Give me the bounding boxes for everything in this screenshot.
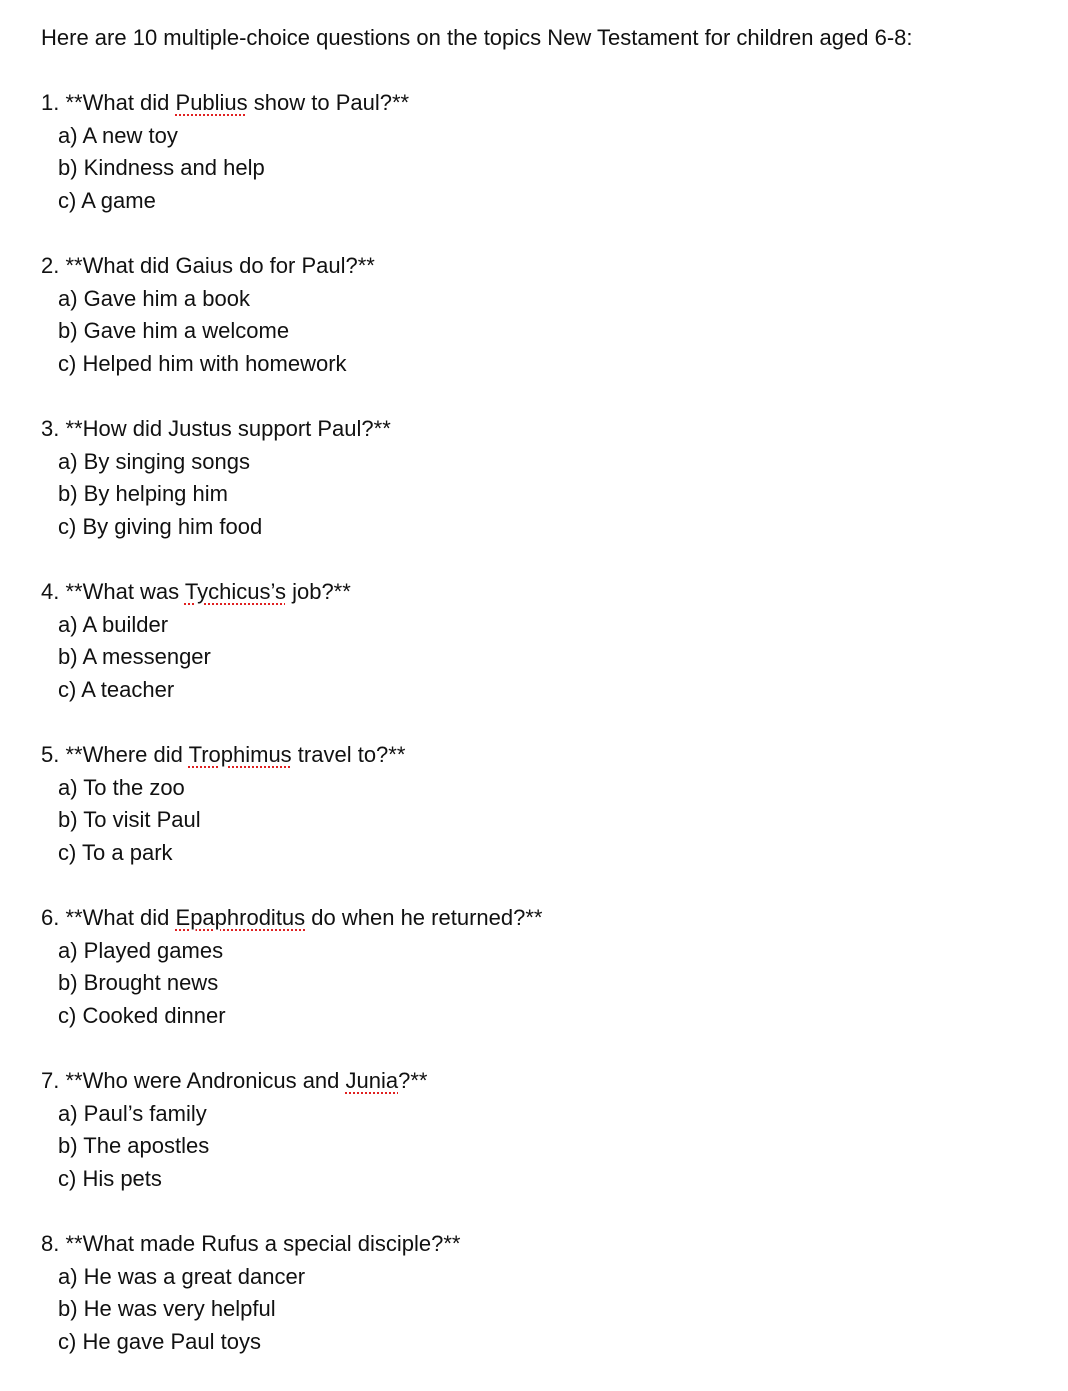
question-8 <box>41 1228 1041 1358</box>
spellcheck-flagged-word[interactable]: Trophimus <box>188 742 292 768</box>
answer-option: b) A messenger <box>58 644 211 670</box>
answer-option: b) The apostles <box>58 1133 210 1159</box>
answer-options <box>41 1261 1041 1359</box>
answer-option: b) To visit Paul <box>58 807 201 833</box>
answer-option: c) Cooked dinner <box>58 1002 226 1028</box>
answer-options <box>41 609 1041 707</box>
answer-option: a) Paul’s family <box>58 1100 207 1126</box>
question-6 <box>41 902 1041 1032</box>
answer-option: a) Gave him a book <box>58 285 250 311</box>
question-title <box>41 413 1041 446</box>
question-text: do when he returned?** <box>305 905 543 931</box>
question-title <box>41 902 1041 935</box>
answer-option: a) To the zoo <box>58 774 185 800</box>
answer-option: c) A teacher <box>58 676 175 702</box>
answer-option: b) Gave him a welcome <box>58 318 290 344</box>
question-title <box>41 87 1041 120</box>
question-text: travel to?** <box>291 742 406 768</box>
question-text: show to Paul?** <box>247 90 410 116</box>
answer-option: a) A builder <box>58 611 169 637</box>
answer-option: c) His pets <box>58 1165 162 1191</box>
answer-options <box>41 772 1041 870</box>
answer-option: c) By giving him food <box>58 513 263 539</box>
question-text: 3. **How did Justus support Paul?** <box>41 416 391 442</box>
intro-paragraph: Here are 10 multiple-choice questions on the topics New Testament for children aged 6-8: <box>41 25 913 50</box>
answer-option: b) Brought news <box>58 970 219 996</box>
question-4 <box>41 576 1041 706</box>
question-2 <box>41 250 1041 380</box>
spellcheck-flagged-word[interactable]: Epaphroditus <box>175 905 306 931</box>
answer-options <box>41 283 1041 381</box>
answer-options <box>41 446 1041 544</box>
question-text: 7. **Who were Andronicus and <box>41 1068 346 1093</box>
answer-option: c) A game <box>58 187 156 213</box>
answer-option: c) To a park <box>58 839 173 865</box>
question-title <box>41 250 1041 283</box>
question-text: 5. **Where did <box>41 742 189 768</box>
question-5 <box>41 739 1041 869</box>
answer-option: a) By singing songs <box>58 448 250 474</box>
question-3 <box>41 413 1041 543</box>
question-1 <box>41 87 1041 217</box>
question-text: 6. **What did <box>41 905 176 931</box>
answer-option: a) Played games <box>58 937 224 963</box>
question-text: 8. **What made Rufus a special disciple?** <box>41 1230 461 1256</box>
document-body <box>41 22 1041 1391</box>
question-text: ?** <box>398 1068 428 1093</box>
question-title <box>41 576 1041 609</box>
question-text: job?** <box>285 579 351 605</box>
question-title <box>41 1065 1041 1098</box>
spellcheck-flagged-word[interactable]: Tychicus’s <box>184 579 286 605</box>
answer-options <box>41 1098 1041 1196</box>
spellcheck-flagged-word[interactable]: Junia <box>345 1068 399 1093</box>
answer-option: b) He was very helpful <box>58 1296 276 1322</box>
answer-option: c) He gave Paul toys <box>58 1328 261 1354</box>
answer-options <box>41 935 1041 1033</box>
question-text: 2. **What did Gaius do for Paul?** <box>41 253 375 279</box>
question-text: 4. **What was <box>41 579 185 605</box>
answer-option: c) Helped him with homework <box>58 350 347 376</box>
answer-option: b) By helping him <box>58 481 228 507</box>
question-text: 1. **What did <box>41 90 176 116</box>
answer-option: b) Kindness and help <box>58 155 265 181</box>
question-title <box>41 739 1041 772</box>
spellcheck-flagged-word[interactable]: Publius <box>175 90 248 116</box>
answer-options <box>41 120 1041 218</box>
question-7 <box>41 1065 1041 1195</box>
answer-option: a) He was a great dancer <box>58 1263 306 1289</box>
question-title <box>41 1228 1041 1261</box>
answer-option: a) A new toy <box>58 122 178 148</box>
